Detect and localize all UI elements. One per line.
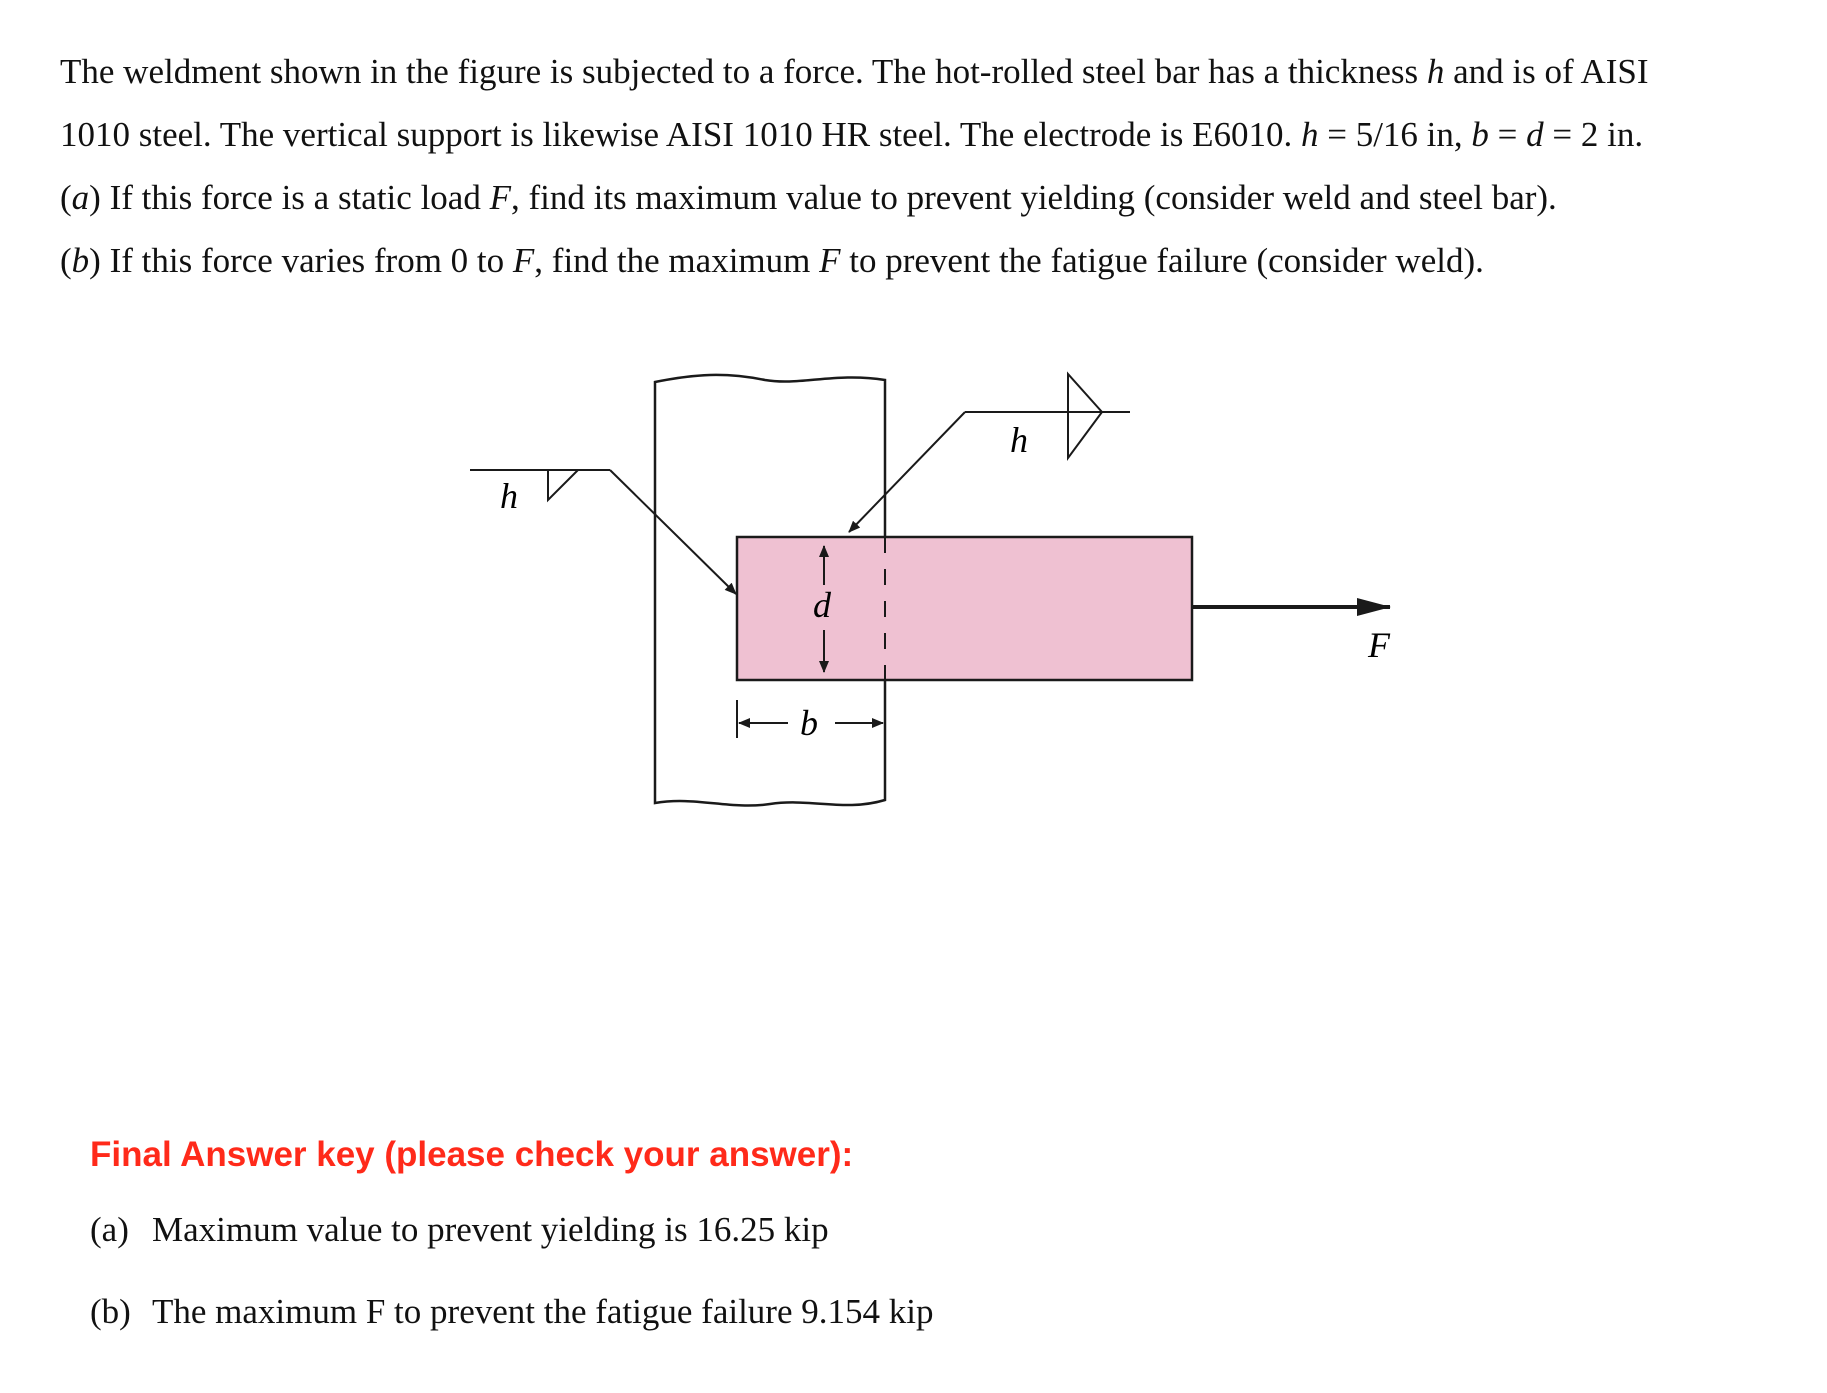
answer-a-text: Maximum value to prevent yielding is 16.25 kip <box>152 1210 829 1249</box>
right-fillet-weld-symbol-other-side <box>1068 374 1102 412</box>
weldment-figure <box>440 360 1450 830</box>
problem-line-2: 1010 steel. The vertical support is likewise AISI 1010 HR steel. The electrode is E6010. h = 5/16 in, b = d = 2 in. <box>60 115 1644 154</box>
problem-part-b: (b) If this force varies from 0 to F, find the maximum F to prevent the fatigue failure (consider weld). <box>60 241 1484 280</box>
problem-line-1: The weldment shown in the figure is subjected to a force. The hot-rolled steel bar has a thickness h and is of AISI <box>60 52 1649 91</box>
answer-b-label: (b) <box>90 1292 131 1331</box>
dimension-b-label: b <box>800 703 818 743</box>
weldment-diagram <box>440 360 1450 830</box>
right-fillet-weld-symbol-arrow-side <box>1068 412 1102 458</box>
answer-a-label: (a) <box>90 1210 129 1249</box>
dimension-d-label: d <box>813 585 831 625</box>
problem-part-a: (a) If this force is a static load F, find its maximum value to prevent yielding (consider weld and steel bar). <box>60 178 1557 217</box>
left-fillet-weld-symbol <box>548 470 578 500</box>
force-label: F <box>1368 625 1390 665</box>
answer-b <box>90 1292 933 1332</box>
answer-key-heading: Final Answer key (please check your answer): <box>90 1135 854 1174</box>
answer-b-text: The maximum F to prevent the fatigue failure 9.154 kip <box>152 1292 934 1331</box>
left-weld-size-label: h <box>500 476 518 516</box>
answer-a <box>90 1210 829 1250</box>
steel-bar <box>737 537 1192 680</box>
problem-statement <box>60 40 1800 292</box>
right-weld-size-label: h <box>1010 420 1028 460</box>
